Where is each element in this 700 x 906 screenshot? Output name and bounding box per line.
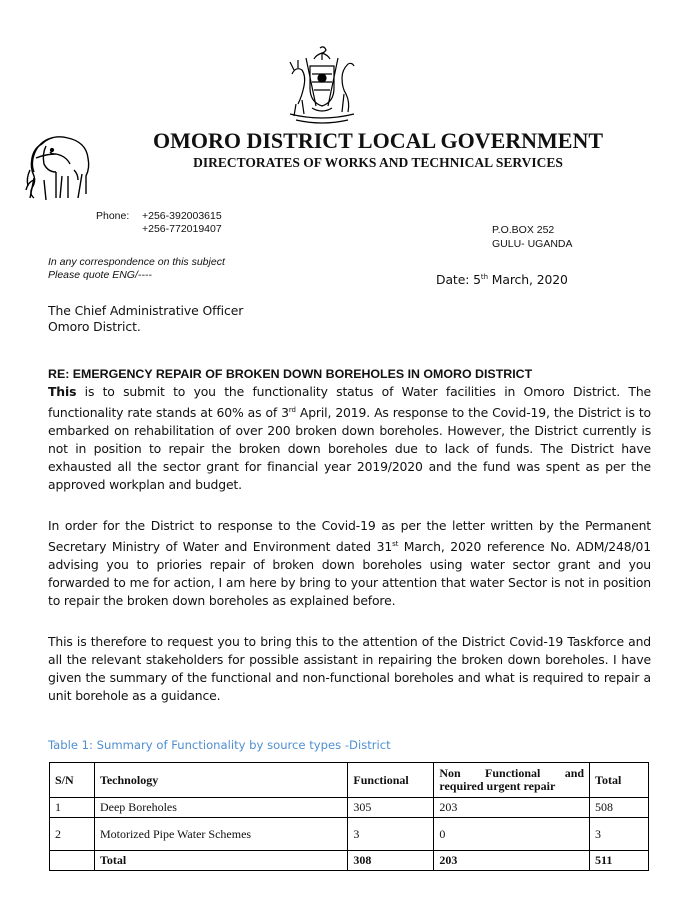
- po-box: P.O.BOX 252: [492, 224, 555, 236]
- table-row: [50, 798, 649, 818]
- cell-technology: Deep Boreholes: [94, 798, 347, 818]
- phone-number-1: +256-392003615: [142, 210, 222, 222]
- paragraph-2-sup: st: [392, 540, 399, 548]
- table-row: [50, 818, 649, 851]
- functionality-summary-table: [49, 762, 649, 871]
- header-sn: S/N: [50, 763, 95, 798]
- cell-total: 3: [590, 818, 649, 851]
- cell-nonfunctional: 203: [434, 798, 590, 818]
- table-header-row: [50, 763, 649, 798]
- directorate-name: DIRECTORATES OF WORKS AND TECHNICAL SERVICES: [193, 155, 563, 170]
- addressee-line2: Omoro District.: [48, 319, 141, 334]
- uganda-coat-of-arms-icon: [282, 44, 362, 126]
- date-suffix: th: [480, 273, 488, 281]
- phone-label: Phone:: [96, 210, 130, 222]
- paragraph-1-lead: This: [48, 384, 77, 399]
- cell-sn: 1: [50, 798, 95, 818]
- paragraph-1-part2: April, 2019. As response to the Covid-19, the District is to embarked on rehabilitation of over 200 broken down boreholes. However, the District currently is not in position to repair the broken down boreholes due to lack of funds. The District have exhausted all the sector grant for financial year 2019/2020 and the fund was spent as per the approved workplan and budget.: [48, 405, 651, 493]
- phone-number-2: +256-772019407: [142, 223, 222, 235]
- letter-date: [436, 268, 568, 289]
- cell-functional: 305: [348, 798, 434, 818]
- paragraph-2-part1: In order for the District to response to the Covid-19 as per the letter written by the Permanent Secretary Ministry of Water and Environment dated 31: [48, 518, 651, 555]
- date-prefix: Date: 5: [436, 272, 481, 288]
- cell-total-label: Total: [94, 851, 347, 871]
- date-rest: March, 2020: [487, 272, 568, 288]
- header-functional: Functional: [348, 763, 434, 798]
- cell-empty: [50, 851, 95, 871]
- paragraph-1: [48, 383, 651, 494]
- paragraph-1-part1: is to submit to you the functionality status of Water facilities in Omoro District. The functionality rate stands at 60% as of 3: [48, 384, 651, 421]
- header-total: Total: [590, 763, 649, 798]
- paragraph-3: This is therefore to request you to bring this to the attention of the District Covid-19 Taskforce and all the relevant stakeholders for possible assistant in repairing the broken down boreholes. I have given the summary of the functional and non-functional boreholes and what is required to repair a unit borehole as a guidance.: [48, 634, 651, 703]
- cell-nonfunctional: 0: [434, 818, 590, 851]
- paragraph-2-part2: March, 2020 reference No. ADM/248/01 advising you to priories repair of broken down boreholes using water sector grant and you forwarded to me for action, I am here by bring to your attention that water Sector is not in position to repair the broken down boreholes as explained before.: [48, 539, 652, 609]
- cell-total: 508: [590, 798, 649, 818]
- elephant-logo-icon: [22, 128, 94, 206]
- table-total-row: [50, 851, 649, 871]
- addressee-line1: The Chief Administrative Officer: [48, 303, 244, 318]
- cell-grand-total: 511: [590, 851, 649, 871]
- cell-sn: 2: [50, 818, 95, 851]
- organization-name: OMORO DISTRICT LOCAL GOVERNMENT: [152, 128, 604, 153]
- reference-note-line1: In any correspondence on this subject: [48, 256, 225, 268]
- cell-total-nonfunctional: 203: [434, 851, 590, 871]
- table-caption: Table 1: Summary of Functionality by source types -District: [48, 738, 391, 752]
- cell-technology: Motorized Pipe Water Schemes: [94, 818, 347, 851]
- header-technology: Technology: [94, 763, 347, 798]
- city: GULU- UGANDA: [492, 238, 573, 250]
- cell-total-functional: 308: [348, 851, 434, 871]
- cell-functional: 3: [348, 818, 434, 851]
- reference-note-line2: Please quote ENG/----: [48, 269, 152, 281]
- paragraph-2: [48, 517, 651, 610]
- subject-line: RE: EMERGENCY REPAIR OF BROKEN DOWN BOREHOLES IN OMORO DISTRICT: [48, 367, 533, 381]
- paragraph-1-sup: rd: [288, 406, 296, 414]
- header-nonfunctional: Non Functional and required urgent repair: [434, 763, 590, 798]
